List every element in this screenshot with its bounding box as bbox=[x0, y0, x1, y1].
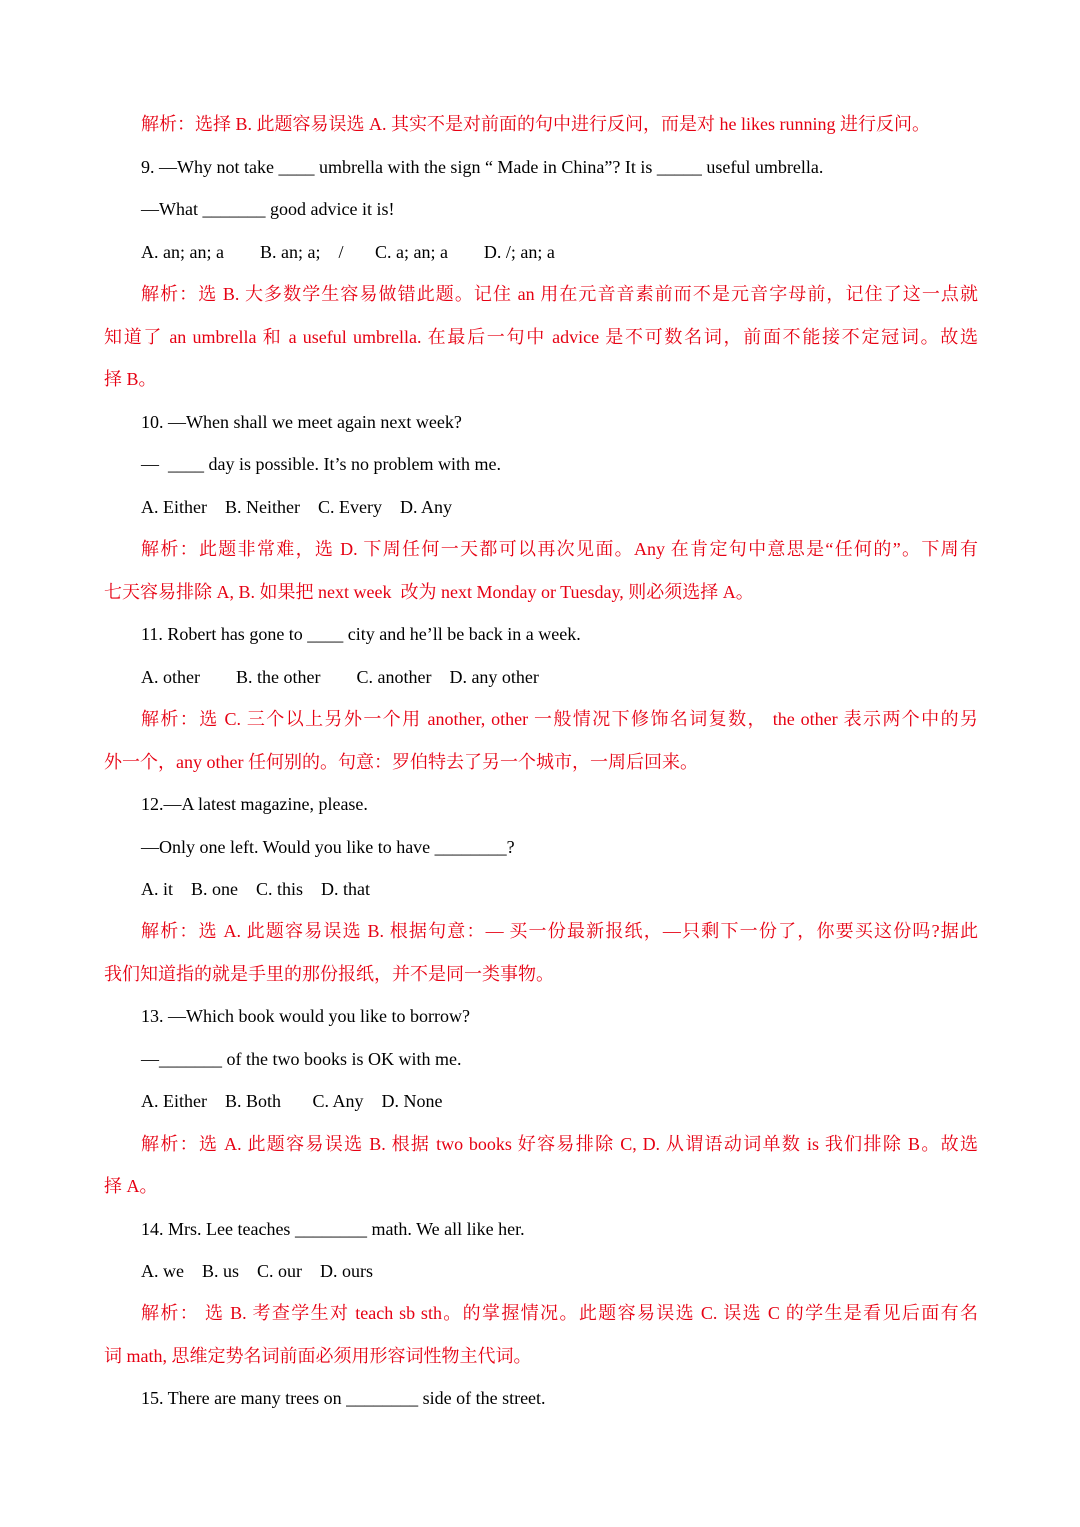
explanation-q14-line1: 解析： 选 B. 考查学生对 teach sb sth。的掌握情况。此题容易误选 C. 误选 C 的学生是看见后面有名 bbox=[141, 1303, 978, 1323]
explanation-q14-line2: 词 math, 思维定势名词前面必须用形容词性物主代词。 bbox=[104, 1346, 532, 1366]
question-11-options: A. other B. the other C. another D. any other bbox=[141, 667, 539, 687]
question-13-response: —_______ of the two books is OK with me. bbox=[141, 1049, 462, 1069]
question-9: 9. —Why not take ____ umbrella with the sign “ Made in China”? It is _____ useful umbrella. bbox=[141, 157, 824, 177]
explanation-q11-line2: 外一个，any other 任何别的。句意：罗伯特去了另一个城市，一周后回来。 bbox=[104, 752, 698, 772]
question-12: 12.—A latest magazine, please. bbox=[141, 794, 368, 814]
explanation-q11-line1: 解析：选 C. 三个以上另外一个用 another, other 一般情况下修饰名词复数， the other 表示两个中的另 bbox=[141, 709, 978, 729]
question-13-options: A. Either B. Both C. Any D. None bbox=[141, 1091, 443, 1111]
question-9-options: A. an; an; a B. an; a; / C. a; an; a D. /; an; a bbox=[141, 242, 555, 262]
question-12-options: A. it B. one C. this D. that bbox=[141, 879, 370, 899]
explanation-q12-line2: 我们知道指的就是手里的那份报纸，并不是同一类事物。 bbox=[104, 964, 554, 984]
explanation-q10-line2: 七天容易排除 A, B. 如果把 next week 改为 next Monday or Tuesday, 则必须选择 A。 bbox=[104, 582, 754, 602]
question-14-options: A. we B. us C. our D. ours bbox=[141, 1261, 373, 1281]
explanation-q12-line1: 解析：选 A. 此题容易误选 B. 根据句意：— 买一份最新报纸，—只剩下一份了，你要买这份吗?据此 bbox=[141, 921, 978, 941]
question-15: 15. There are many trees on ________ side of the street. bbox=[141, 1388, 546, 1408]
question-10-options: A. Either B. Neither C. Every D. Any bbox=[141, 497, 452, 517]
explanation-q10-line1: 解析：此题非常难，选 D. 下周任何一天都可以再次见面。Any 在肯定句中意思是“任何的”。下周有 bbox=[141, 539, 978, 559]
question-11: 11. Robert has gone to ____ city and he’ll be back in a week. bbox=[141, 624, 581, 644]
question-12-response: —Only one left. Would you like to have ________? bbox=[141, 837, 515, 857]
explanation-q9-line1: 解析：选 B. 大多数学生容易做错此题。记住 an 用在元音音素前而不是元音字母前，记住了这一点就 bbox=[141, 284, 978, 304]
explanation-q13-line2: 择 A。 bbox=[104, 1176, 158, 1196]
explanation-q8: 解析：选择 B. 此题容易误选 A. 其实不是对前面的句中进行反问，而是对 he likes running 进行反问。 bbox=[141, 114, 930, 134]
question-10: 10. —When shall we meet again next week? bbox=[141, 412, 462, 432]
question-13: 13. —Which book would you like to borrow? bbox=[141, 1006, 470, 1026]
question-10-response: — ____ day is possible. It’s no problem with me. bbox=[141, 454, 501, 474]
question-14: 14. Mrs. Lee teaches ________ math. We all like her. bbox=[141, 1219, 525, 1239]
explanation-q9-line3: 择 B。 bbox=[104, 369, 157, 389]
explanation-q13-line1: 解析：选 A. 此题容易误选 B. 根据 two books 好容易排除 C, D. 从谓语动词单数 is 我们排除 B。故选 bbox=[141, 1134, 978, 1154]
question-9-response: —What _______ good advice it is! bbox=[141, 199, 395, 219]
explanation-q9-line2: 知道了 an umbrella 和 a useful umbrella. 在最后一句中 advice 是不可数名词，前面不能接不定冠词。故选 bbox=[104, 327, 978, 347]
